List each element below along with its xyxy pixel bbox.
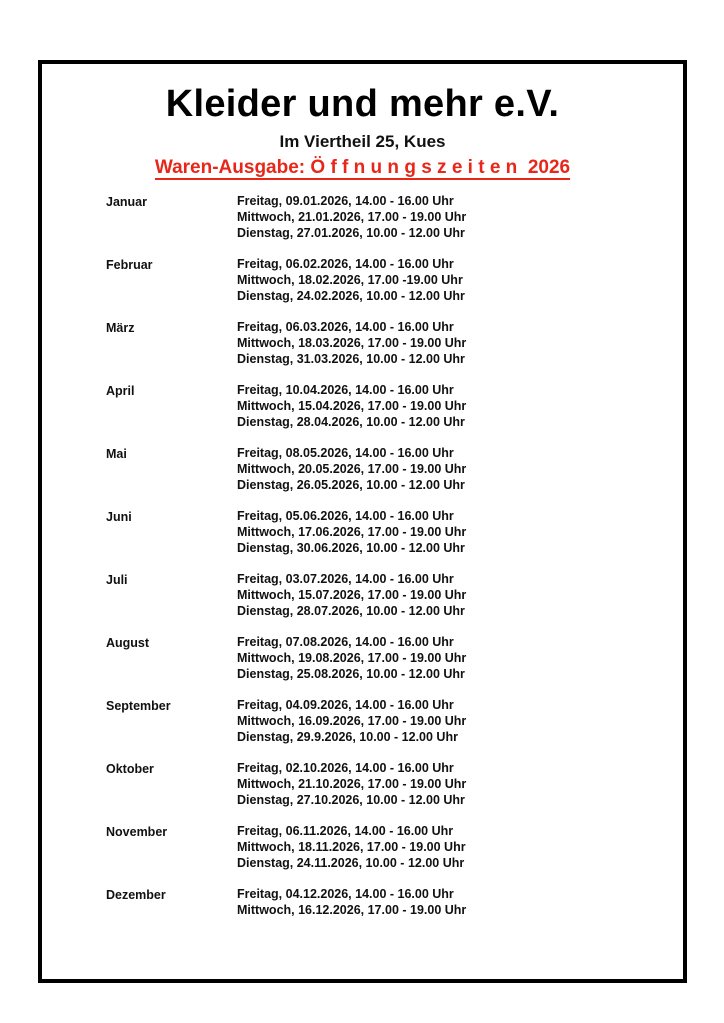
month-name: Mai	[106, 447, 127, 461]
date-entry: Mittwoch, 15.04.2026, 17.00 - 19.00 Uhr	[237, 398, 467, 413]
month-dates	[237, 320, 466, 383]
month-name: Juni	[106, 510, 132, 524]
schedule-heading	[42, 156, 683, 180]
date-entry: Freitag, 04.09.2026, 14.00 - 16.00 Uhr	[237, 698, 454, 712]
date-entry: Freitag, 06.11.2026, 14.00 - 16.00 Uhr	[237, 824, 454, 838]
date-entry: Dienstag, 29.9.2026, 10.00 - 12.00 Uhr	[237, 729, 458, 744]
date-entry: Freitag, 03.07.2026, 14.00 - 16.00 Uhr	[237, 572, 454, 586]
month-row-dezember	[106, 887, 626, 950]
date-entry: Freitag, 02.10.2026, 14.00 - 16.00 Uhr	[237, 761, 454, 775]
date-entry: Mittwoch, 17.06.2026, 17.00 - 19.00 Uhr	[237, 524, 467, 539]
month-name: Juli	[106, 573, 128, 587]
month-row-oktober	[106, 761, 626, 824]
date-entry: Freitag, 09.01.2026, 14.00 - 16.00 Uhr	[237, 194, 454, 208]
date-entry: Freitag, 08.05.2026, 14.00 - 16.00 Uhr	[237, 446, 454, 460]
page-title: Kleider und mehr e.V.	[165, 83, 560, 125]
month-dates	[237, 383, 466, 446]
date-entry: Mittwoch, 20.05.2026, 17.00 - 19.00 Uhr	[237, 461, 467, 476]
date-entry: Mittwoch, 16.12.2026, 17.00 - 19.00 Uhr	[237, 902, 467, 917]
month-name: Oktober	[106, 762, 154, 776]
date-entry: Freitag, 07.08.2026, 14.00 - 16.00 Uhr	[237, 635, 454, 649]
month-row-juli	[106, 572, 626, 635]
month-row-februar	[106, 257, 626, 320]
date-entry: Dienstag, 24.11.2026, 10.00 - 12.00 Uhr	[237, 855, 465, 870]
date-entry: Dienstag, 27.01.2026, 10.00 - 12.00 Uhr	[237, 225, 465, 240]
date-entry: Freitag, 06.03.2026, 14.00 - 16.00 Uhr	[237, 320, 454, 334]
date-entry: Dienstag, 28.07.2026, 10.00 - 12.00 Uhr	[237, 603, 465, 618]
month-row-juni	[106, 509, 626, 572]
date-entry: Dienstag, 31.03.2026, 10.00 - 12.00 Uhr	[237, 351, 465, 366]
address: Im Viertheil 25, Kues	[279, 132, 446, 151]
month-dates	[237, 635, 466, 698]
date-entry: Freitag, 05.06.2026, 14.00 - 16.00 Uhr	[237, 509, 454, 523]
date-entry: Freitag, 10.04.2026, 14.00 - 16.00 Uhr	[237, 383, 454, 397]
date-entry: Dienstag, 25.08.2026, 10.00 - 12.00 Uhr	[237, 666, 465, 681]
month-name: September	[106, 699, 171, 713]
month-row-november	[106, 824, 626, 887]
schedule-list	[106, 194, 626, 950]
date-entry: Mittwoch, 18.03.2026, 17.00 - 19.00 Uhr	[237, 335, 467, 350]
month-name: November	[106, 825, 168, 839]
month-name: April	[106, 384, 135, 398]
month-dates	[237, 887, 466, 950]
month-dates	[237, 509, 466, 572]
month-name: Dezember	[106, 888, 166, 902]
schedule-heading-text: Waren-Ausgabe: Ö f f n u n g s z e i t e n 2026	[154, 157, 571, 178]
month-dates	[237, 446, 466, 509]
month-row-januar	[106, 194, 626, 257]
date-entry: Freitag, 04.12.2026, 14.00 - 16.00 Uhr	[237, 887, 454, 901]
date-entry: Dienstag, 30.06.2026, 10.00 - 12.00 Uhr	[237, 540, 465, 555]
date-entry: Mittwoch, 15.07.2026, 17.00 - 19.00 Uhr	[237, 587, 467, 602]
date-entry: Mittwoch, 16.09.2026, 17.00 - 19.00 Uhr	[237, 713, 467, 728]
date-entry: Dienstag, 26.05.2026, 10.00 - 12.00 Uhr	[237, 477, 465, 492]
month-row-april	[106, 383, 626, 446]
date-entry: Mittwoch, 18.11.2026, 17.00 - 19.00 Uhr	[237, 839, 466, 854]
date-entry: Dienstag, 28.04.2026, 10.00 - 12.00 Uhr	[237, 414, 465, 429]
month-dates	[237, 257, 465, 320]
month-row-mai	[106, 446, 626, 509]
date-entry: Dienstag, 27.10.2026, 10.00 - 12.00 Uhr	[237, 792, 465, 807]
month-name: August	[106, 636, 150, 650]
month-row-august	[106, 635, 626, 698]
month-dates	[237, 572, 466, 635]
date-entry: Dienstag, 24.02.2026, 10.00 - 12.00 Uhr	[237, 288, 465, 303]
date-entry: Mittwoch, 21.01.2026, 17.00 - 19.00 Uhr	[237, 209, 467, 224]
month-dates	[237, 824, 466, 887]
month-name: Januar	[106, 195, 147, 209]
month-row-september	[106, 698, 626, 761]
month-name: Februar	[106, 258, 153, 272]
page-frame	[38, 60, 687, 983]
date-entry: Mittwoch, 19.08.2026, 17.00 - 19.00 Uhr	[237, 650, 467, 665]
date-entry: Mittwoch, 21.10.2026, 17.00 - 19.00 Uhr	[237, 776, 467, 791]
month-dates	[237, 194, 466, 257]
month-dates	[237, 761, 466, 824]
month-name: März	[106, 321, 135, 335]
date-entry: Freitag, 06.02.2026, 14.00 - 16.00 Uhr	[237, 257, 454, 271]
month-dates	[237, 698, 466, 761]
month-row-maerz	[106, 320, 626, 383]
date-entry: Mittwoch, 18.02.2026, 17.00 -19.00 Uhr	[237, 272, 463, 287]
